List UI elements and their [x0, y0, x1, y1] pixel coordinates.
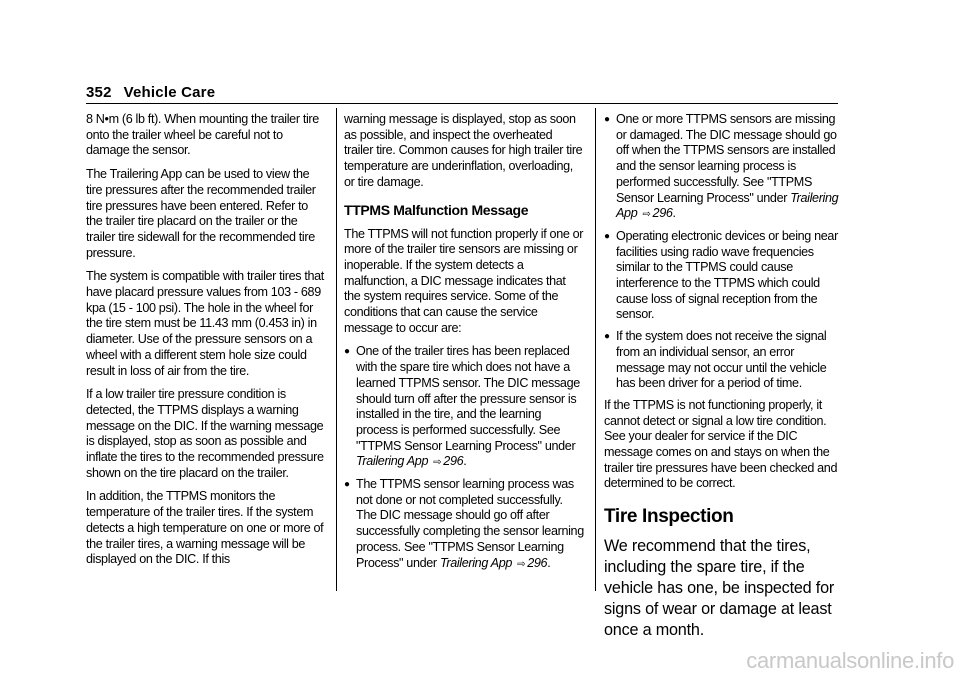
page-reference[interactable]: 296 [443, 454, 464, 469]
paragraph: If the TTPMS is not functioning properly, it cannot detect or signal a low tire condition. See your dealer for service if the DIC message comes on and stays on when the trailer tire pressures have been checked and determined to be correct. [604, 397, 838, 491]
paragraph: The system is compatible with trailer tires that have placard pressure values from 103 - 689 kpa (15 - 100 psi). The hole in the wheel for the tire stem must be 11.43 mm (0.453 in) in diameter. Use of the pressure sensors on a wheel with a different stem hole size could result in loss of air from the tire. [86, 269, 324, 378]
list-item-text: If the system does not receive the signal from an individual sensor, an error message may not occur until the vehicle has been driver for a period of time. [616, 329, 827, 391]
list-item-text: One or more TTPMS sensors are missing or damaged. The DIC message should go off when the TTPMS sensors are installed and the sensor learning process is performed successfully. See "TTPMS Sensor Learning Process" under [616, 112, 837, 205]
section-heading: Tire Inspection [604, 506, 734, 528]
list-item-text: The TTPMS sensor learning process was not done or not completed successfully. The DIC message should go off after successfully completing the sensor learning process. See "TTPMS Sensor Learning Process" under [356, 477, 584, 570]
page-number: 352 [86, 84, 112, 101]
page-header [86, 84, 215, 101]
column-divider-1 [336, 108, 337, 591]
section-title: Vehicle Care [123, 84, 216, 101]
bullet-icon: ● [344, 346, 350, 358]
paragraph: If a low trailer tire pressure condition is detected, the TTPMS displays a warning message on the DIC. If the warning message is displayed, stop as soon as possible and inflate the tires to the recommended pressure shown on the tire placard on the trailer. [86, 387, 324, 480]
column-1 [86, 112, 326, 576]
column-3 [604, 112, 844, 641]
list-item-text: One of the trailer tires has been replaced with the spare tire which does not have a learned TTPMS sensor. The DIC message should turn off after the pressure sensor is installed in the tire, and the learning process is performed successfully. See "TTPMS Sensor Learning Process" under [356, 344, 580, 453]
list-item-text: Operating electronic devices or being near facilities using radio wave frequencies similar to the TTPMS could cause interference to the TTPMS which could cause loss of signal reception from the sensor. [616, 228, 838, 322]
page-reference[interactable]: 296 [652, 206, 673, 221]
list-item: ● The TTPMS sensor learning process was not done or not completed successfully. The DIC message should go off after successfully completing the sensor learning process. See "TTPMS Sensor Learning Process" under Trailering App ⇨ 296. [344, 477, 584, 570]
paragraph: 8 N•m (6 lb ft). When mounting the trailer tire onto the trailer wheel be careful not to damage the sensor. [86, 112, 319, 158]
paragraph: The Trailering App can be used to view the tire pressures after the recommended trailer tire pressures have been entered. Refer to the trailer tire placard on the trailer or the trailer tire sidewall for the recommended tire pressure. [86, 167, 316, 260]
bullet-icon: ● [604, 230, 610, 242]
list-item: ● One of the trailer tires has been replaced with the spare tire which does not have a learned TTPMS sensor. The DIC message should turn off after the pressure sensor is installed in the tire, and the learning process is performed successfully. See "TTPMS Sensor Learning Process" under Trailering App ⇨ 296. [344, 344, 580, 469]
page-ref-icon: ⇨ [433, 457, 442, 469]
bullet-icon: ● [344, 479, 350, 491]
cross-reference-link[interactable]: Trailering App [356, 454, 429, 469]
list-item [604, 229, 844, 323]
list-item [604, 329, 844, 392]
paragraph: The TTPMS will not function properly if one or more of the trailer tire sensors are missing or inoperable. If the system detects a malfunction, a DIC message indicates that the system requires service. Some of the conditions that can cause the service message to occur are: [344, 226, 584, 335]
list-item: ● One or more TTPMS sensors are missing or damaged. The DIC message should go off when the TTPMS sensors are installed and the sensor learning process is performed successfully. See "TTPMS Sensor Learning Process" under Trailering App ⇨ 296. [604, 112, 839, 221]
subsection-heading: TTPMS Malfunction Message [344, 201, 529, 218]
cross-reference-link[interactable]: Trailering App [616, 190, 839, 221]
column-2 [344, 112, 584, 578]
page-ref-icon: ⇨ [642, 209, 651, 221]
header-rule [86, 103, 838, 104]
lead-paragraph: We recommend that the tires, including the spare tire, if the vehicle has one, be inspected for signs of wear or damage at least once a month. [604, 537, 835, 640]
page-ref-icon: ⇨ [517, 558, 526, 570]
bullet-icon: ● [604, 114, 610, 125]
bullet-icon: ● [604, 331, 610, 343]
column-divider-2 [595, 108, 596, 591]
bullet-list [344, 344, 584, 572]
page-reference[interactable]: 296 [527, 555, 548, 570]
bullet-list [604, 112, 844, 392]
paragraph: warning message is displayed, stop as soon as possible, and inspect the overheated trailer tire. Common causes for high trailer tire temperature are underinflation, overloading, or tire damage. [344, 112, 583, 189]
cross-reference-link[interactable]: Trailering App [439, 555, 513, 570]
watermark: carmanualsonline.info [746, 648, 954, 673]
paragraph: In addition, the TTPMS monitors the temperature of the trailer tires. If the system detects a high temperature on one or more of the trailer tires, a warning message will be displayed on the DIC. If this [86, 489, 324, 567]
